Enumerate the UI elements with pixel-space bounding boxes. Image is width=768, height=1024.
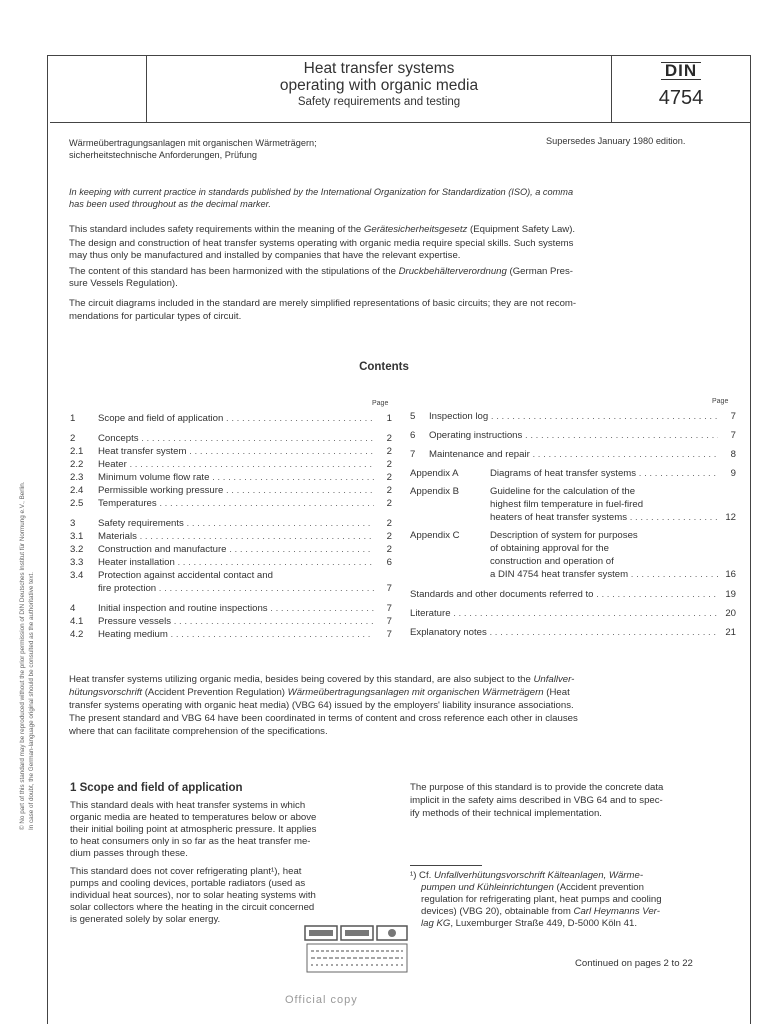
toc-title: Diagrams of heat transfer systems . . . (490, 468, 718, 481)
footnote-l4-text: devices) (VBG 20), obtainable from (421, 906, 574, 917)
toc-title: Permissible working pressure . . . (98, 485, 374, 498)
scope-right-line: The purpose of this standard is to provide the concrete data (410, 782, 664, 793)
contents-left-entry (70, 485, 392, 498)
scope-left-line: individual heat sources), nor to solar heating systems with (70, 890, 316, 901)
toc-number: 4.2 (70, 629, 84, 640)
toc-page-number: 1 (386, 413, 392, 424)
footnote-l2-text: (Accident prevention (553, 882, 644, 893)
iso-note-line-2: has been used throughout as the decimal marker. (69, 199, 271, 209)
intro-paragraph-4-line-1: The circuit diagrams included in the standard are merely simplified representations of basic circuits; they are not recom- (69, 298, 577, 309)
toc-number: 2.5 (70, 498, 84, 509)
intro-paragraph-3-line-2: sure Vessels Regulation). (69, 278, 178, 289)
toc-title: Heater . . . (98, 459, 374, 472)
official-copy-stamp: Official copy (285, 994, 358, 1006)
toc-title: Guideline for the calculation of the (490, 486, 636, 497)
contents-title: Contents (359, 361, 409, 373)
toc-title: Description of system for purposes (490, 530, 638, 541)
footnote-l1-italic: Unfallverhütungsvorschrift Kälteanlagen, Wärme- (433, 870, 644, 881)
toc-number: Appendix A (410, 468, 459, 479)
toc-number (410, 499, 490, 512)
toc-title: Protection against accidental contact and (98, 570, 273, 581)
contents-left-entry (70, 413, 392, 426)
contents-right-entry (410, 430, 736, 443)
subtitle: Safety requirements and testing (297, 96, 461, 108)
toc-number (410, 543, 490, 556)
scope-left-line: pumps and cooling devices, portable radiators (used as (70, 878, 306, 889)
toc-number (70, 583, 98, 596)
toc-number: Appendix B (410, 486, 460, 497)
toc-page-number: 7 (386, 603, 392, 614)
contents-right-entry (410, 449, 736, 462)
contents-left-entry (70, 446, 392, 459)
contents-left-entry (70, 433, 392, 446)
toc-page-number: 2 (386, 544, 392, 555)
toc-page-number: 6 (386, 557, 392, 568)
toc-page-number: 16 (725, 569, 736, 580)
supersedes-note: Supersedes January 1980 edition. (546, 136, 686, 146)
scope-left-line: solar collectors where the heating in the circuit concerned (70, 902, 315, 913)
toc-title: Pressure vessels . . . (98, 616, 374, 629)
toc-number: 6 (410, 430, 416, 441)
scope-left-line: This standard does not cover refrigerating plant¹), heat (70, 866, 302, 877)
regulation-l2-italic-2: Wärmeübertragungsanlagen mit organischen Wärmeträgern (287, 687, 544, 698)
footnote-line-3: regulation for refrigerating plant, heat pumps and cooling (421, 894, 662, 905)
contents-left-entry (70, 459, 392, 472)
toc-page-number (718, 499, 736, 512)
toc-title: of obtaining approval for the (490, 543, 609, 554)
din-number: 4754 (658, 87, 704, 109)
contents-right-entry (410, 569, 736, 582)
toc-number: 5 (410, 411, 416, 422)
contents-left-entry (70, 570, 392, 583)
toc-page-number: 2 (386, 433, 392, 444)
intro-paragraph-2-line-2: may thus only be manufactured and installed by companies that have the relevant expertise. (69, 250, 461, 261)
toc-number (410, 512, 490, 525)
intro-p3-italic: Druckbehälterverordnung (398, 266, 507, 277)
contents-right-entry (410, 499, 736, 512)
toc-page-number: 2 (386, 459, 392, 470)
contents-right-entry (410, 486, 736, 499)
german-title-line-2: sicherheitstechnische Anforderungen, Prüfung (69, 150, 257, 160)
footnote-l5-text: , Luxemburger Straße 449, D-5000 Köln 41. (450, 918, 637, 929)
regulation-line-1 (69, 674, 574, 686)
intro-p1-end: (Equipment Safety Law). (467, 224, 576, 235)
toc-number: 3.1 (70, 531, 84, 542)
toc-title: Heater installation . . . (98, 557, 374, 570)
footnote-l5-italic: lag KG (421, 918, 451, 929)
toc-page-number: 7 (730, 411, 736, 422)
toc-title: Concepts . . . (98, 433, 374, 446)
toc-number: 3.4 (70, 570, 84, 581)
side-note-line-2: In case of doubt, the German-language original should be consulted as the authoritative text. (28, 572, 35, 830)
toc-page-number: 20 (725, 608, 736, 619)
toc-number (410, 556, 490, 569)
intro-paragraph-4-line-2: mendations for particular types of circuit. (69, 311, 242, 322)
toc-number: 2.1 (70, 446, 84, 457)
din-logo: DIN (661, 62, 701, 80)
toc-title: Materials . . . (98, 531, 374, 544)
title-block (147, 60, 611, 110)
regulation-line-2 (69, 687, 570, 699)
contents-page-header-right: Page (712, 398, 729, 405)
contents-right-entry (410, 608, 736, 621)
contents-left-entry (70, 629, 392, 642)
toc-number: 3.2 (70, 544, 84, 555)
regulation-l1-text: Heat transfer systems utilizing organic media, besides being covered by this standard, are also subject to the (69, 674, 534, 685)
toc-page-number: 8 (730, 449, 736, 460)
footnote-l4-italic: Carl Heymanns Ver- (573, 906, 660, 917)
toc-title: Minimum volume flow rate . . . (98, 472, 374, 485)
toc-title: a DIN 4754 heat transfer system . . . (490, 569, 718, 582)
toc-title: Initial inspection and routine inspections . . . (98, 603, 374, 616)
toc-page-number: 2 (386, 498, 392, 509)
toc-page-number (718, 543, 736, 556)
contents-right-entry (410, 512, 736, 525)
intro-paragraph-1 (69, 224, 575, 236)
continued-note: Continued on pages 2 to 22 (575, 958, 693, 969)
toc-number: 2.2 (70, 459, 84, 470)
contents-left-entry (70, 616, 392, 629)
regulation-l2-text: (Accident Prevention Regulation) (142, 687, 288, 698)
header (50, 56, 750, 123)
toc-number: 2.3 (70, 472, 84, 483)
contents-page-header-left: Page (372, 400, 389, 407)
toc-number: 7 (410, 449, 416, 460)
intro-p1-italic: Gerätesicherheitsgesetz (363, 224, 468, 235)
regulation-l1-italic: Unfallver- (533, 674, 575, 685)
toc-title: Explanatory notes . . . (410, 627, 718, 640)
contents-right-entry (410, 589, 736, 602)
toc-title: Operating instructions . . . (429, 430, 718, 443)
scope-left-line: to heat consumers only in so far as the heat transfer me- (70, 836, 311, 847)
intro-p3-end: (German Pres- (506, 266, 573, 277)
toc-title: fire protection . . . (98, 583, 374, 596)
contents-left-entry (70, 583, 392, 596)
toc-title: Heat transfer system . . . (98, 446, 374, 459)
toc-title: Maintenance and repair . . . (429, 449, 718, 462)
toc-page-number: 2 (386, 485, 392, 496)
toc-title: Safety requirements . . . (98, 518, 374, 531)
toc-page-number (718, 530, 736, 543)
toc-page-number (718, 556, 736, 569)
footnote-rule (410, 865, 482, 866)
contents-right-entry (410, 627, 736, 640)
contents-left-entry (70, 603, 392, 616)
toc-page-number (374, 570, 392, 583)
regulation-line-3: transfer systems operating with organic heat media) (VBG 64) issued by the employers' liability insurance associations. (69, 700, 574, 711)
footnote-l2-italic: pumpen und Kühleinrichtungen (421, 882, 554, 893)
toc-number: 2 (70, 433, 76, 444)
footnote-line-1 (410, 870, 643, 882)
toc-title: highest film temperature in fuel-fired (490, 499, 644, 510)
contents-left-entry (70, 472, 392, 485)
iso-note-line-1: In keeping with current practice in standards published by the International Organization for Standardization (ISO), a comma (69, 187, 574, 197)
toc-title: construction and operation of (490, 556, 614, 567)
toc-title: Literature . . . (410, 608, 718, 621)
regulation-l2-end: (Heat (543, 687, 570, 698)
toc-title: Inspection log . . . (429, 411, 718, 424)
scope-left-line: organic media are heated to temperatures below or above (70, 812, 317, 823)
scope-left-line: This standard deals with heat transfer systems in which (70, 800, 306, 811)
toc-title: Scope and field of application . . . (98, 413, 374, 426)
toc-page-number: 2 (386, 472, 392, 483)
scope-left-line: is generated solely by solar energy. (70, 914, 221, 925)
toc-page-number: 9 (730, 468, 736, 479)
intro-p1-text: This standard includes safety requirements within the meaning of the (69, 224, 364, 235)
scope-left-line: dium passes through these. (70, 848, 188, 859)
footnote-line-4 (421, 906, 660, 918)
toc-page-number: 7 (386, 629, 392, 640)
toc-page-number: 7 (730, 430, 736, 441)
din-block (612, 62, 750, 111)
toc-number: 1 (70, 413, 76, 424)
toc-title: Temperatures . . . (98, 498, 374, 511)
regulation-line-4: The present standard and VBG 64 have been coordinated in terms of content and cross reference each other in clauses (69, 713, 578, 724)
footnote-line-5 (421, 918, 637, 930)
toc-page-number (718, 486, 736, 499)
toc-title: heaters of heat transfer systems . . . (490, 512, 718, 525)
toc-number: 3 (70, 518, 76, 529)
contents-left-entry (70, 518, 392, 531)
toc-number: Appendix C (410, 530, 460, 541)
toc-page-number: 2 (386, 446, 392, 457)
toc-number: 4 (70, 603, 76, 614)
german-title-line-1: Wärmeübertragungsanlagen mit organischen Wärmeträgern; (69, 138, 317, 148)
toc-number: 3.3 (70, 557, 84, 568)
scope-heading: 1 Scope and field of application (70, 782, 243, 794)
footnote-l1-text: ¹) Cf. (410, 870, 434, 881)
scope-left-line: their initial boiling point at atmospheric pressure. It applies (70, 824, 317, 835)
copyright-side-note (18, 482, 36, 830)
toc-page-number: 7 (386, 583, 392, 594)
toc-number: 4.1 (70, 616, 84, 627)
toc-title: Heating medium . . . (98, 629, 374, 642)
contents-left-entry (70, 557, 392, 570)
scope-right-line: implicit in the safety aims described in VBG 64 and to spec- (410, 795, 663, 806)
contents-right-entry (410, 411, 736, 424)
side-note-line-1: © No part of this standard may be reproduced without the prior permission of DIN Deutsches Institut für Normung e.V., Berlin. (19, 481, 26, 830)
title-line-2: operating with organic media (279, 77, 479, 94)
contents-left-entry (70, 544, 392, 557)
intro-paragraph-3 (69, 266, 573, 278)
toc-number: 2.4 (70, 485, 84, 496)
toc-page-number: 2 (386, 518, 392, 529)
toc-page-number: 12 (725, 512, 736, 523)
regulation-l2-italic-1: hütungsvorschrift (69, 687, 143, 698)
title-line-1: Heat transfer systems (303, 60, 455, 77)
contents-left-entry (70, 498, 392, 511)
toc-page-number: 2 (386, 531, 392, 542)
toc-title: Construction and manufacture . . . (98, 544, 374, 557)
scope-right-line: ify methods of their technical implementation. (410, 808, 602, 819)
toc-title: Standards and other documents referred to . . . (410, 589, 718, 602)
toc-page-number: 19 (725, 589, 736, 600)
toc-page-number: 7 (386, 616, 392, 627)
intro-p3-text: The content of this standard has been harmonized with the stipulations of the (69, 266, 399, 277)
contents-right-entry (410, 543, 736, 556)
toc-number (410, 569, 490, 582)
regulation-line-5: where that can facilitate comprehension of the specifications. (69, 726, 328, 737)
contents-right-entry (410, 556, 736, 569)
distribution-stamp-icon (303, 924, 411, 976)
contents-right-entry (410, 530, 736, 543)
intro-paragraph-2-line-1: The design and construction of heat transfer systems operating with organic media require special skills. Such systems (69, 238, 574, 249)
contents-left-entry (70, 531, 392, 544)
contents-right-entry (410, 468, 736, 481)
footnote-line-2 (421, 882, 644, 894)
toc-page-number: 21 (725, 627, 736, 638)
